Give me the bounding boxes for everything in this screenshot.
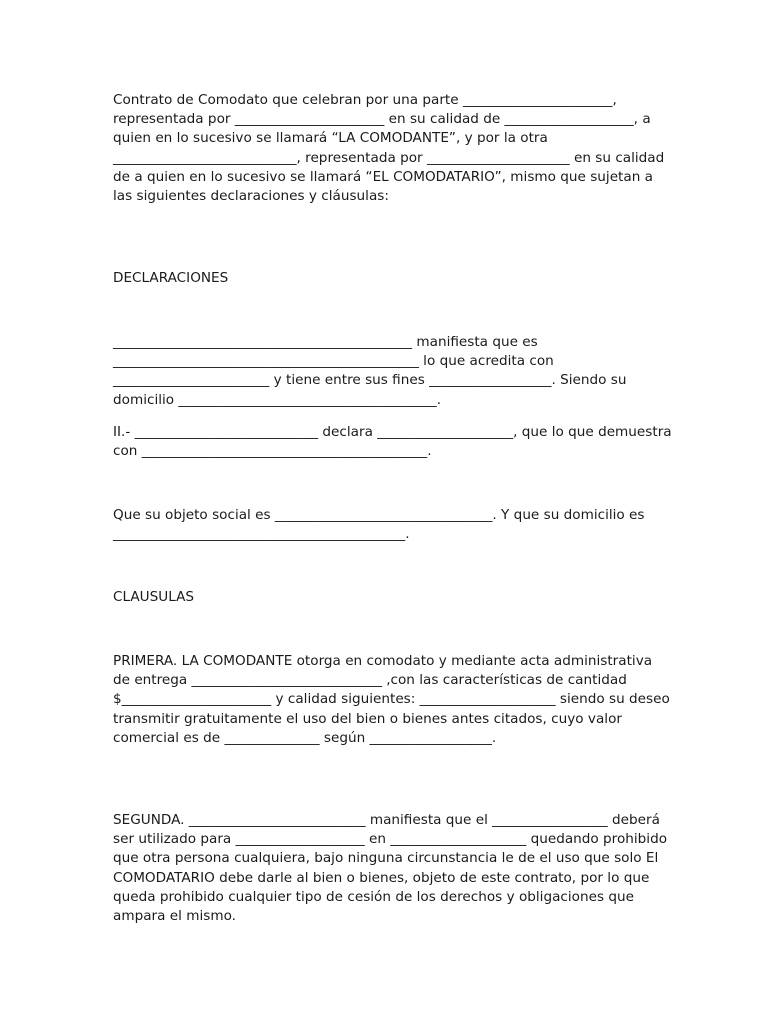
clausulas-heading: CLAUSULAS [113, 589, 195, 605]
clausula-segunda-paragraph: SEGUNDA. __________________________ manifiesta que el _________________ deberá ser utilizado para ___________________ en ____________________ quedando prohibido que otra persona cualquiera, bajo ninguna circunstancia le de el uso que solo El COMODATARIO debe darle al bien o bienes, objeto de este contrato, por lo que queda prohibido cualquier tipo de cesión de los derechos y obligaciones que ampara el mismo. [113, 812, 668, 925]
declaracion-1-paragraph: ____________________________________________ manifiesta que es _____________________________________________ lo que acredita con _______________________ y tiene entre sus fines __________________. Siendo su domicilio ______________________________________. [113, 334, 627, 408]
clausula-primera-paragraph: PRIMERA. LA COMODANTE otorga en comodato y mediante acta administrativa de entrega ____________________________ ,con las características de cantidad $______________________ y calidad siguientes: ____________________ siendo su deseo transmitir gratuitamente el uso del bien o bienes antes citados, cuyo valor comercial es de ______________ según __________________. [113, 653, 670, 746]
intro-paragraph: Contrato de Comodato que celebran por una parte ______________________, representada por ______________________ en su calidad de ___________________, a quien en lo sucesivo se llamará “LA COMODANTE”, y por la otra ___________________________, representada por _____________________ en su calidad de a quien en lo sucesivo se llamará “EL COMODATARIO”, mismo que sujetan a las siguientes declaraciones y cláusulas: [113, 92, 665, 205]
objeto-social-paragraph: Que su objeto social es ________________________________. Y que su domicilio es ___________________________________________. [113, 507, 645, 543]
declaracion-2-paragraph: II.- ___________________________ declara ____________________, que lo que demuestra con __________________________________________. [113, 424, 672, 460]
declaraciones-heading: DECLARACIONES [113, 270, 229, 286]
